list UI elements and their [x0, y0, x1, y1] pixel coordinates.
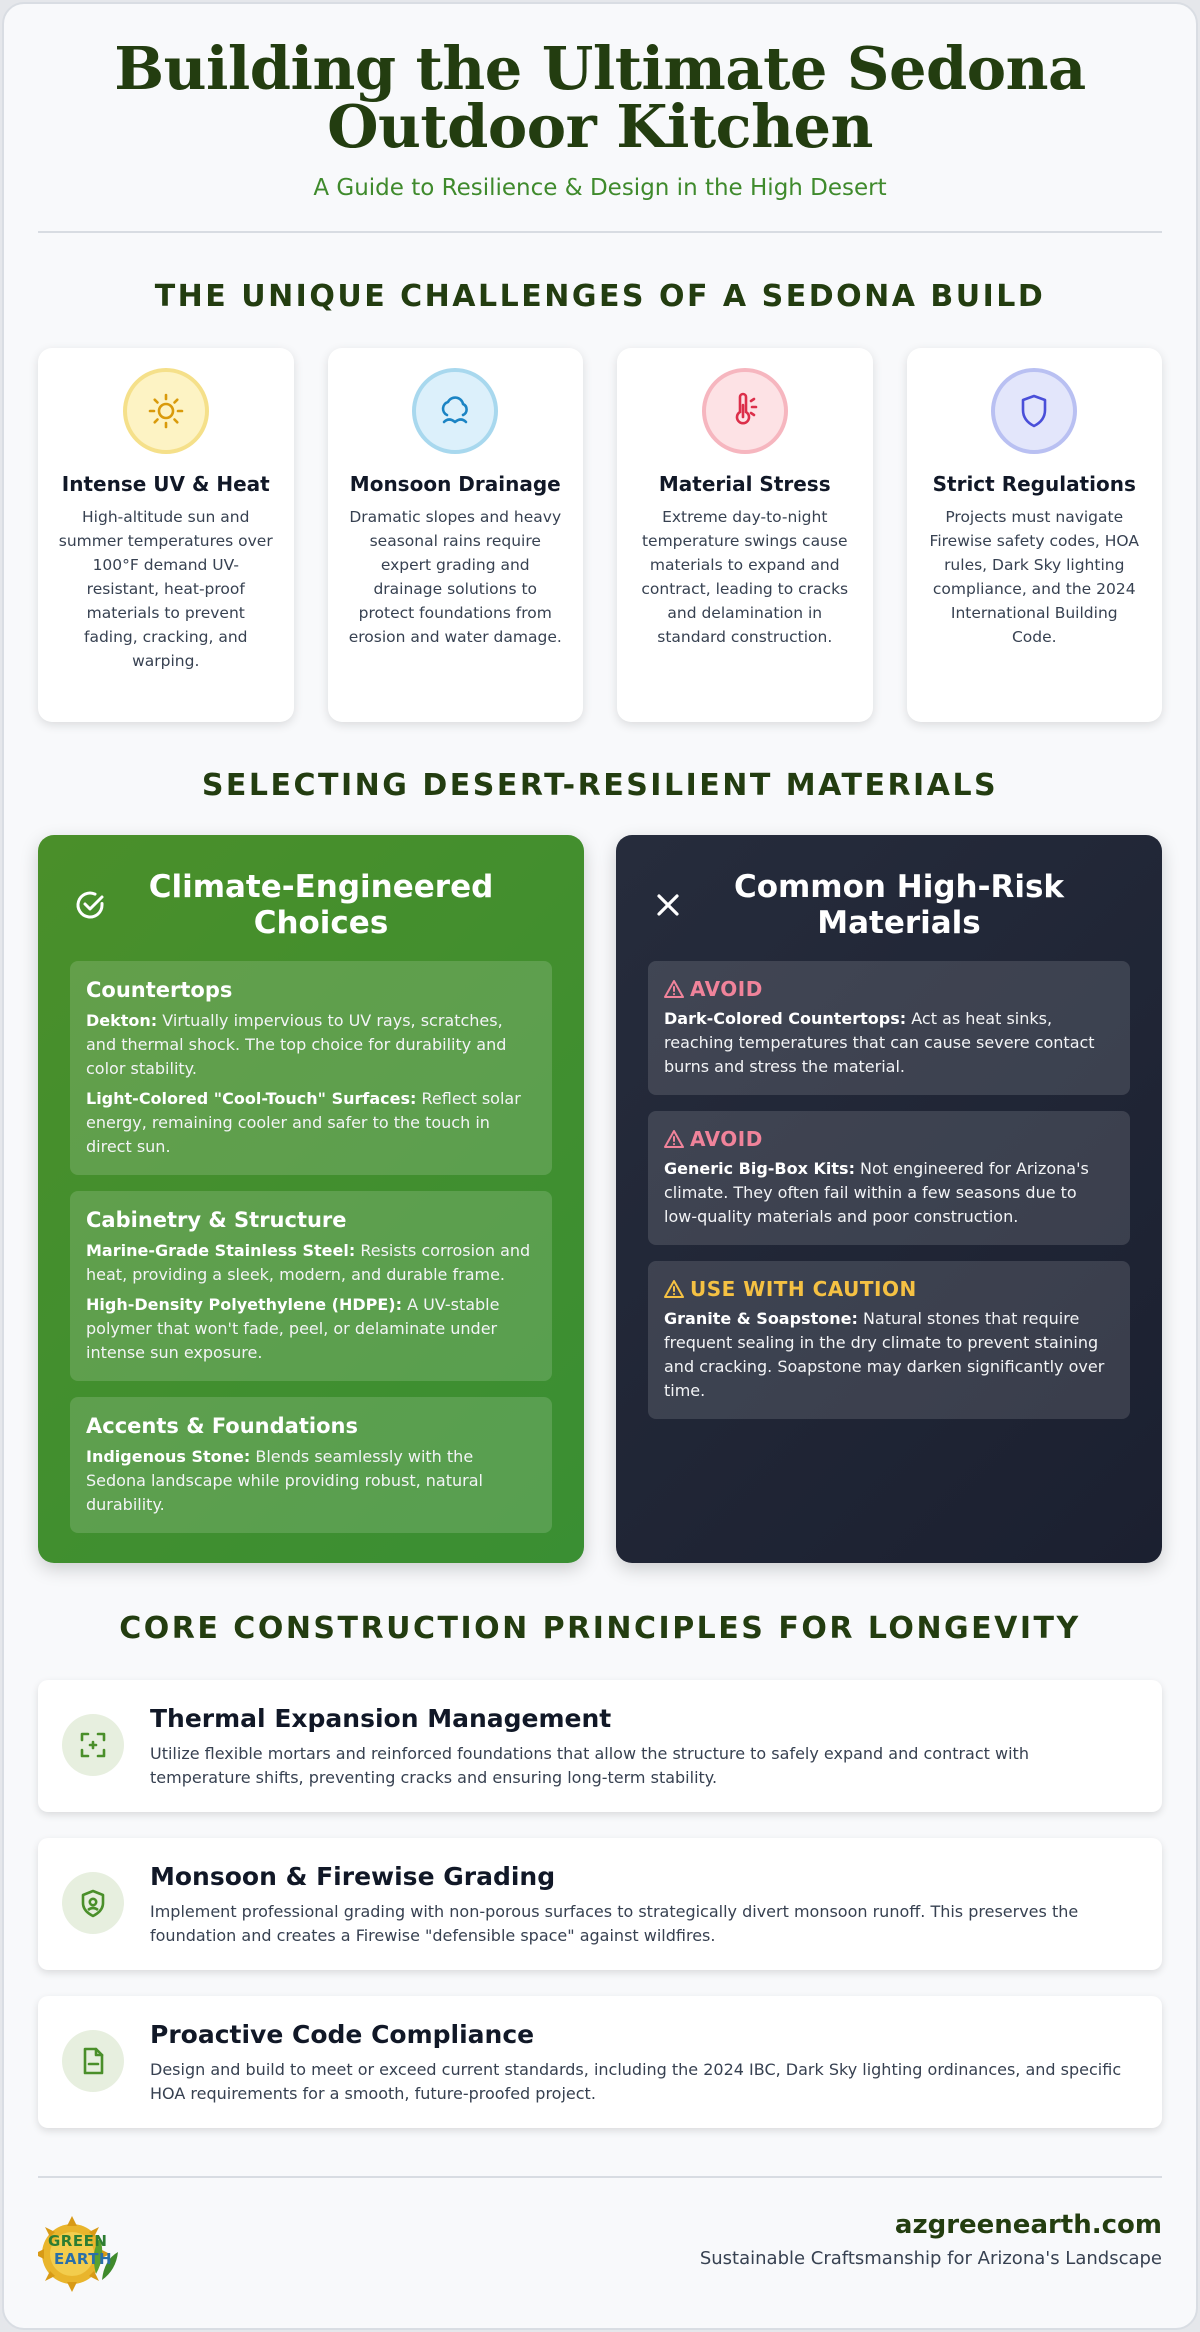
material-item — [86, 1293, 536, 1365]
thermometer-icon — [702, 368, 788, 454]
page-title — [38, 4, 1162, 161]
challenges-heading: THE UNIQUE CHALLENGES OF A SEDONA BUILD — [154, 279, 1046, 314]
panel-header — [648, 865, 1130, 945]
risk-tag-label: AVOID — [690, 977, 763, 1001]
panel-title: Climate-Engineered Choices — [148, 869, 494, 941]
high-risk-materials-panel — [616, 835, 1162, 1563]
material-box-accents — [70, 1397, 552, 1533]
material-label: Light-Colored "Cool-Touch" Surfaces: — [86, 1089, 417, 1108]
materials-panels — [38, 835, 1162, 1563]
risk-text: Not engineered for Arizona's climate. They often fail within a few seasons due to low-quality materials and poor construction. — [664, 1159, 1089, 1226]
sun-icon — [123, 368, 209, 454]
panel-header — [70, 865, 552, 945]
logo-text-earth: EARTH — [54, 2250, 113, 2268]
header-divider — [38, 231, 1162, 233]
principle-title: Proactive Code Compliance — [150, 2020, 535, 2049]
material-label: Dekton: — [86, 1011, 158, 1030]
risk-label: Generic Big-Box Kits: — [664, 1159, 855, 1178]
materials-heading: SELECTING DESERT-RESILIENT MATERIALS — [201, 768, 999, 803]
material-text: A UV-stable polymer that won't fade, peel, or delaminate under intense sun exposure. — [86, 1295, 500, 1362]
principle-text: Design and build to meet or exceed current standards, including the 2024 IBC, Dark Sky lighting ordinances, and specific HOA requirements for a smooth, future-proofed project. — [150, 2060, 1122, 2103]
challenge-title: Monsoon Drainage — [349, 472, 561, 496]
material-item — [86, 1445, 536, 1517]
risk-item — [664, 1007, 1114, 1079]
challenge-text: Extreme day-to-night temperature swings cause materials to expand and contract, leading to cracks and delamination in standard construction. — [641, 508, 849, 646]
challenge-title: Strict Regulations — [932, 472, 1136, 496]
challenge-text: Projects must navigate Firewise safety codes, HOA rules, Dark Sky lighting compliance, and the 2024 International Building Code. — [929, 508, 1139, 646]
rain-cloud-icon — [412, 368, 498, 454]
material-label: Marine-Grade Stainless Steel: — [86, 1241, 356, 1260]
principle-card-compliance — [38, 1996, 1162, 2128]
shield-icon — [991, 368, 1077, 454]
material-box-cabinetry — [70, 1191, 552, 1381]
challenge-title: Material Stress — [658, 472, 831, 496]
challenge-text: High-altitude sun and summer temperatures over 100°F demand UV-resistant, heat-proof materials to prevent fading, cracking, and warping. — [58, 508, 273, 670]
material-text: Blends seamlessly with the Sedona landscape while providing robust, natural durability. — [86, 1447, 483, 1514]
risk-label: Granite & Soapstone: — [664, 1309, 858, 1328]
title-line-2: Outdoor Kitchen — [327, 92, 873, 161]
warning-triangle-icon — [664, 979, 684, 999]
principles-heading: CORE CONSTRUCTION PRINCIPLES FOR LONGEVITY — [119, 1611, 1081, 1646]
challenge-text: Dramatic slopes and heavy seasonal rains require expert grading and drainage solutions to protect foundations from erosion and water damage. — [348, 508, 562, 646]
panel-title: Common High-Risk Materials — [733, 869, 1065, 941]
material-item — [86, 1009, 536, 1081]
material-item — [86, 1087, 536, 1159]
principle-text: Implement professional grading with non-porous surfaces to strategically divert monsoon runoff. This preserves the foundation and creates a Firewise "defensible space" against wildfires. — [150, 1902, 1079, 1945]
risk-text: Natural stones that require frequent sealing in the dry climate to prevent staining and cracking. Soapstone may darken significantly over time. — [664, 1309, 1105, 1400]
x-icon — [648, 885, 688, 925]
risk-tag-label: AVOID — [690, 1127, 763, 1151]
principle-text: Utilize flexible mortars and reinforced foundations that allow the structure to safely expand and contract with temperature shifts, preventing cracks and ensuring long-term stability. — [150, 1744, 1029, 1787]
infographic-page — [2, 2, 1198, 2330]
check-circle-icon — [70, 885, 110, 925]
risk-tag — [664, 1125, 1114, 1153]
challenge-cards — [38, 348, 1162, 722]
risk-tag — [664, 1275, 1114, 1303]
challenge-card-stress — [617, 348, 873, 722]
challenge-card-drainage — [328, 348, 584, 722]
shield-location-icon — [62, 1872, 124, 1934]
box-title: Countertops — [86, 978, 233, 1002]
risk-label: Dark-Colored Countertops: — [664, 1009, 907, 1028]
risk-tag-label: USE WITH CAUTION — [690, 1277, 917, 1301]
footer-divider — [38, 2176, 1162, 2178]
challenge-card-regulations — [907, 348, 1163, 722]
challenge-card-uv — [38, 348, 294, 722]
principle-title: Thermal Expansion Management — [150, 1704, 612, 1733]
recommended-materials-panel — [38, 835, 584, 1563]
challenge-title: Intense UV & Heat — [61, 472, 270, 496]
principle-card-thermal — [38, 1680, 1162, 1812]
logo-text-green: GREEN — [48, 2232, 108, 2250]
risk-item — [664, 1157, 1114, 1229]
risk-text: Act as heat sinks, reaching temperatures that can cause severe contact burns and stress the material. — [664, 1009, 1095, 1076]
document-icon — [62, 2030, 124, 2092]
principle-card-grading — [38, 1838, 1162, 1970]
expand-icon — [62, 1714, 124, 1776]
material-text: Virtually impervious to UV rays, scratches, and thermal shock. The top choice for durability and color stability. — [86, 1011, 507, 1078]
box-title: Cabinetry & Structure — [86, 1208, 347, 1232]
page-subtitle: A Guide to Resilience & Design in the High Desert — [313, 175, 887, 201]
material-text: Reflect solar energy, remaining cooler and safer to the touch in direct sun. — [86, 1089, 521, 1156]
material-box-countertops — [70, 961, 552, 1175]
box-title: Accents & Foundations — [86, 1414, 358, 1438]
green-earth-logo — [38, 2214, 122, 2294]
site-url: azgreenearth.com — [894, 2210, 1162, 2240]
material-text: Resists corrosion and heat, providing a sleek, modern, and durable frame. — [86, 1241, 531, 1284]
footer — [38, 2210, 1162, 2294]
risk-box-granite-soapstone — [648, 1261, 1130, 1419]
title-line-1: Building the Ultimate Sedona — [114, 34, 1086, 103]
warning-triangle-icon — [664, 1279, 684, 1299]
warning-triangle-icon — [664, 1129, 684, 1149]
risk-item — [664, 1307, 1114, 1403]
material-label: High-Density Polyethylene (HDPE): — [86, 1295, 402, 1314]
risk-box-big-box-kits — [648, 1111, 1130, 1245]
risk-tag — [664, 975, 1114, 1003]
footer-tagline: Sustainable Craftsmanship for Arizona's Landscape — [699, 2248, 1162, 2269]
material-label: Indigenous Stone: — [86, 1447, 251, 1466]
material-item — [86, 1239, 536, 1287]
risk-box-dark-countertops — [648, 961, 1130, 1095]
principle-title: Monsoon & Firewise Grading — [150, 1862, 556, 1891]
